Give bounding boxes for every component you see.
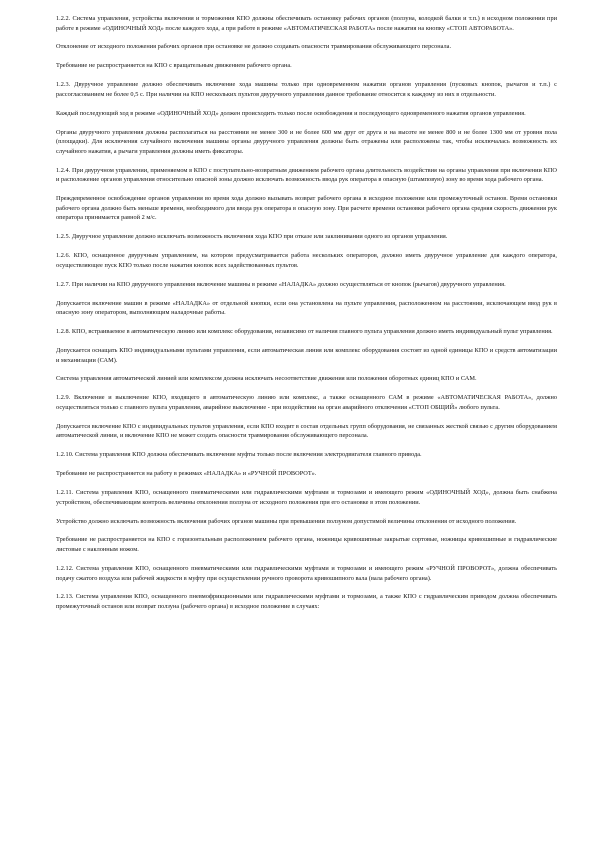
paragraph-1-2-7: 1.2.7. При наличии на КПО двуручного управления включение машины в режиме «НАЛАДКА» должно осуществляться от кнопок (рычагов) двуручного управления. xyxy=(56,280,506,288)
paragraph-1-2-10: 1.2.10. Система управления КПО должна обеспечивать включение муфты только после включения электродвигателя главного привода. xyxy=(56,451,422,459)
paragraph-horizontal-exception: Требование не распространяется на КПО с горизонтальным расположением рабочего органа, ножницы кривошипные закрытые сортовые, ножницы кривошипные и гидравлические листовые с наклонным ножом. xyxy=(56,536,557,554)
paragraph-deviation-note: Отклонение от исходного положения рабочих органов при остановке не должно создавать опасности травмирования обслуживающего персонала. xyxy=(56,43,452,51)
paragraph-1-2-13: 1.2.13. Система управления КПО, оснащенного пневмофрикционными или гидравлическими муфтами и тормозами, а также КПО с гидравлическим приводом должна обеспечивать промежуточный останов или возврат ползуна (рабочего органа) в исходное положение в случаях: xyxy=(56,593,557,610)
paragraph-setup-button: Допускается включение машин в режиме «НАЛАДКА» от отдельной кнопки, если она установлена на пульте управления, расположенном на расстоянии, исключающем ввод рук в опасную зону оператором, выполняющим наладочные работы. xyxy=(56,299,557,317)
paragraph-controls-placement: Органы двуручного управления должны располагаться на расстоянии не менее 300 и не более 600 мм друг от друга и на высоте не менее 800 и не более 1300 мм от уровня пола (площадки). Для исключения случайного включения машины органы двуручного управления должны быть отражены или расположены так, чтобы исключалась возможность их случайного нажатия, а рычаги управления должны иметь фиксаторы. xyxy=(56,128,557,155)
paragraph-1-2-8: 1.2.8. КПО, встраиваемое в автоматическую линию или комплекс оборудования, независимо от наличия главного пульта управления должно иметь индивидуальный пульт управления. xyxy=(56,328,553,336)
paragraph-1-2-6: 1.2.6. КПО, оснащенное двуручным управлением, на котором предусматривается работа нескольких операторов, должно иметь двуручное управление для каждого оператора, осуществляющее пуск КПО только после нажатия кнопок всех задействованных пультов. xyxy=(56,252,557,269)
paragraph-1-2-2: 1.2.2. Система управления, устройства включения и торможения КПО должны обеспечивать остановку рабочих органов (ползуна, колодкой балки и т.п.) в исходном положении при работе в режиме «ОДИНОЧНЫЙ ХОД» после каждого хода, а при работе в режиме «АВТОМАТИЧЕСКАЯ РАБОТА» после нажатия на кнопку «СТОП АВТОРАБОТА». xyxy=(56,15,557,32)
paragraph-individual-panels: Допускается оснащать КПО индивидуальными пультами управления, если автоматическая линия или комплекс оборудования состоят из одной единицы КПО и средств автоматизации и механизации (САМ). xyxy=(56,346,557,364)
paragraph-deviation-device: Устройство должно исключать возможность включения рабочих органов машины при превышении ползуном допустимой величины отклонения от исходного положения. xyxy=(56,517,517,525)
paragraph-premature-release: Преждевременное освобождение органов управления во время хода должно вызывать возврат рабочего органа в исходное положение или промежуточный останов. Время остановки рабочего органа должно быть меньше времени, необходимого для ввода рук оператора в опасную зону. При расчете времени остановки рабочего органа средняя скорость движения рук оператора принимается равной 2 м/с. xyxy=(56,195,557,222)
paragraph-1-2-11: 1.2.11. Система управления КПО, оснащенного пневматическими или гидравлическими муфтами и тормозами и имеющего режим «ОДИНОЧНЫЙ ХОД», должна быть снабжена устройством, обеспечивающим контроль величины отклонения ползуна от исходного положения при его остановке в этом положении. xyxy=(56,489,557,506)
paragraph-1-2-4: 1.2.4. При двуручном управлении, применяемом в КПО с поступательно-возвратным движением рабочего органа длительность воздействия на органы управления при включении КПО и расположение органов управления относительно опасной зоны должно исключать возможность ввода рук оператора в опасную (штамповую) зону во время хода рабочего органа. xyxy=(56,166,557,184)
paragraph-1-2-5: 1.2.5. Двуручное управление должно исключать возможность включения хода КПО при отказе или заклинивании одного из органов управления. xyxy=(56,233,448,241)
paragraph-group-equipment: Допускается включение КПО с индивидуальных пультов управления, если КПО входит в состав отдельных групп оборудования, не связанных жесткой связью с другим оборудованием автоматической линии, и включение КПО не может создать опасности травмирования обслуживающего персонала. xyxy=(56,422,557,440)
paragraph-line-control: Система управления автоматической линией или комплексом должна исключать несоответствие движения или положения оборотных единиц КПО и САМ. xyxy=(56,375,477,383)
paragraph-setup-modes-exception: Требование не распространяется на работу в режимах «НАЛАДКА» и «РУЧНОЙ ПРОВОРОТ». xyxy=(56,470,317,478)
paragraph-1-2-3: 1.2.3. Двуручное управление должно обеспечивать включение хода машины только при одновременном нажатии органов управления (пусковых кнопок, рычагов и т.п.) с рассогласованием не более 0,5 с. При наличии на КПО нескольких пультов двуручного управления данное требование относится к каждому из них в отдельности. xyxy=(56,81,557,98)
paragraph-rotational-exception: Требование не распространяется на КПО с вращательным движением рабочего органа. xyxy=(56,62,292,70)
paragraph-1-2-12: 1.2.12. Система управления КПО, оснащенного пневматическими или гидравлическими муфтами и тормозами и имеющего режим «РУЧНОЙ ПРОВОРОТ», должна обеспечивать подачу сжатого воздуха или рабочей жидкости в муфту при осуществлении ручного проворота кривошипного вала (вала рабочего органа). xyxy=(56,564,557,582)
paragraph-1-2-9: 1.2.9. Включение и выключение КПО, входящего в автоматическую линию или комплекс, а также оснащенного САМ в режиме «АВТОМАТИЧЕСКАЯ РАБОТА», должно осуществляться только с главного пульта управления, аварийное выключение - при воздействии на орган аварийного отключения «СТОП ОБЩИЙ» любого пульта. xyxy=(56,394,557,411)
paragraph-single-stroke: Каждый последующий ход в режиме «ОДИНОЧНЫЙ ХОД» должен происходить только после освобождения и последующего одновременного нажатия органов управления. xyxy=(56,109,526,117)
